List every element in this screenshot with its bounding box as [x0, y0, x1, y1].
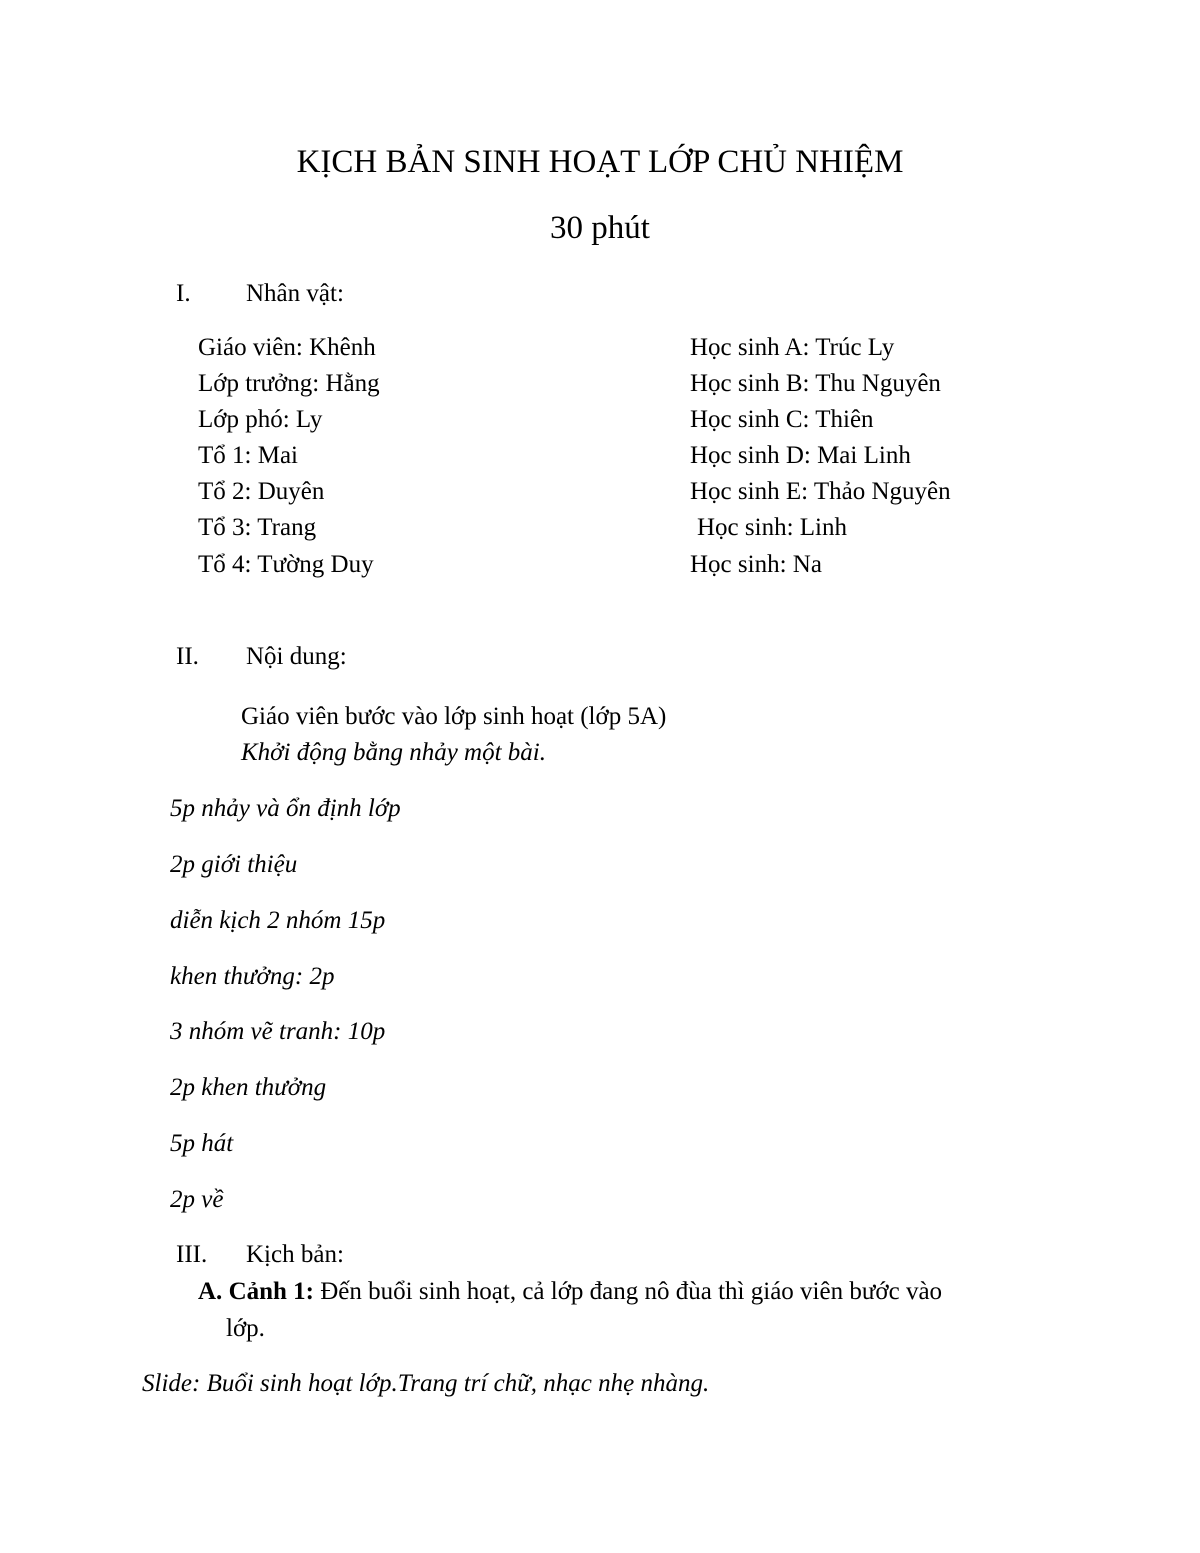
schedule-item: khen thưởng: 2p: [170, 963, 335, 990]
section-1-heading: Nhân vật:: [246, 280, 344, 307]
document-title: KỊCH BẢN SINH HOẠT LỚP CHỦ NHIỆM: [296, 144, 904, 180]
character-item: Tổ 4: Tường Duy: [198, 551, 374, 578]
slide-note: Slide: Buổi sinh hoạt lớp.Trang trí chữ, nhạc nhẹ nhàng.: [142, 1370, 710, 1397]
section-3-number: III.: [176, 1241, 208, 1268]
content-intro: Giáo viên bước vào lớp sinh hoạt (lớp 5A): [241, 703, 667, 730]
character-item: Tổ 1: Mai: [198, 442, 298, 469]
schedule-item: diễn kịch 2 nhóm 15p: [170, 907, 386, 934]
character-item: Tổ 3: Trang: [198, 514, 317, 541]
schedule-item: 2p giới thiệu: [170, 851, 298, 878]
character-item: Học sinh: Na: [690, 551, 822, 578]
document-duration: 30 phút: [550, 210, 650, 246]
section-2-number: II.: [176, 643, 199, 670]
content-intro-note: Khởi động bằng nhảy một bài.: [241, 739, 547, 766]
schedule-item: 5p nhảy và ổn định lớp: [170, 795, 401, 822]
character-item: Học sinh E: Thảo Nguyên: [690, 478, 951, 505]
scene-1-line: [198, 1275, 942, 1309]
character-item: Học sinh B: Thu Nguyên: [690, 370, 941, 397]
schedule-item: 5p hát: [170, 1130, 234, 1157]
scene-label: Cảnh 1:: [228, 1278, 314, 1305]
character-item: Giáo viên: Khênh: [198, 334, 376, 361]
section-3-heading: Kịch bản:: [246, 1241, 344, 1268]
character-item: Học sinh C: Thiên: [690, 406, 874, 433]
schedule-item: 3 nhóm vẽ tranh: 10p: [170, 1018, 386, 1045]
character-item: Học sinh A: Trúc Ly: [690, 334, 895, 361]
character-item: Lớp phó: Ly: [198, 406, 323, 433]
schedule-item: 2p khen thưởng: [170, 1074, 327, 1101]
schedule-item: 2p về: [170, 1186, 224, 1213]
section-2-heading: Nội dung:: [246, 643, 347, 670]
scene-letter: A.: [198, 1278, 223, 1305]
character-item: Tổ 2: Duyên: [198, 478, 325, 505]
scene-description-continued: lớp.: [226, 1315, 265, 1342]
character-item: Lớp trưởng: Hằng: [198, 370, 380, 397]
section-1-number: I.: [176, 280, 191, 307]
character-item: Học sinh D: Mai Linh: [690, 442, 911, 469]
character-item: Học sinh: Linh: [697, 514, 847, 541]
scene-description: Đến buổi sinh hoạt, cả lớp đang nô đùa thì giáo viên bước vào: [320, 1278, 943, 1305]
